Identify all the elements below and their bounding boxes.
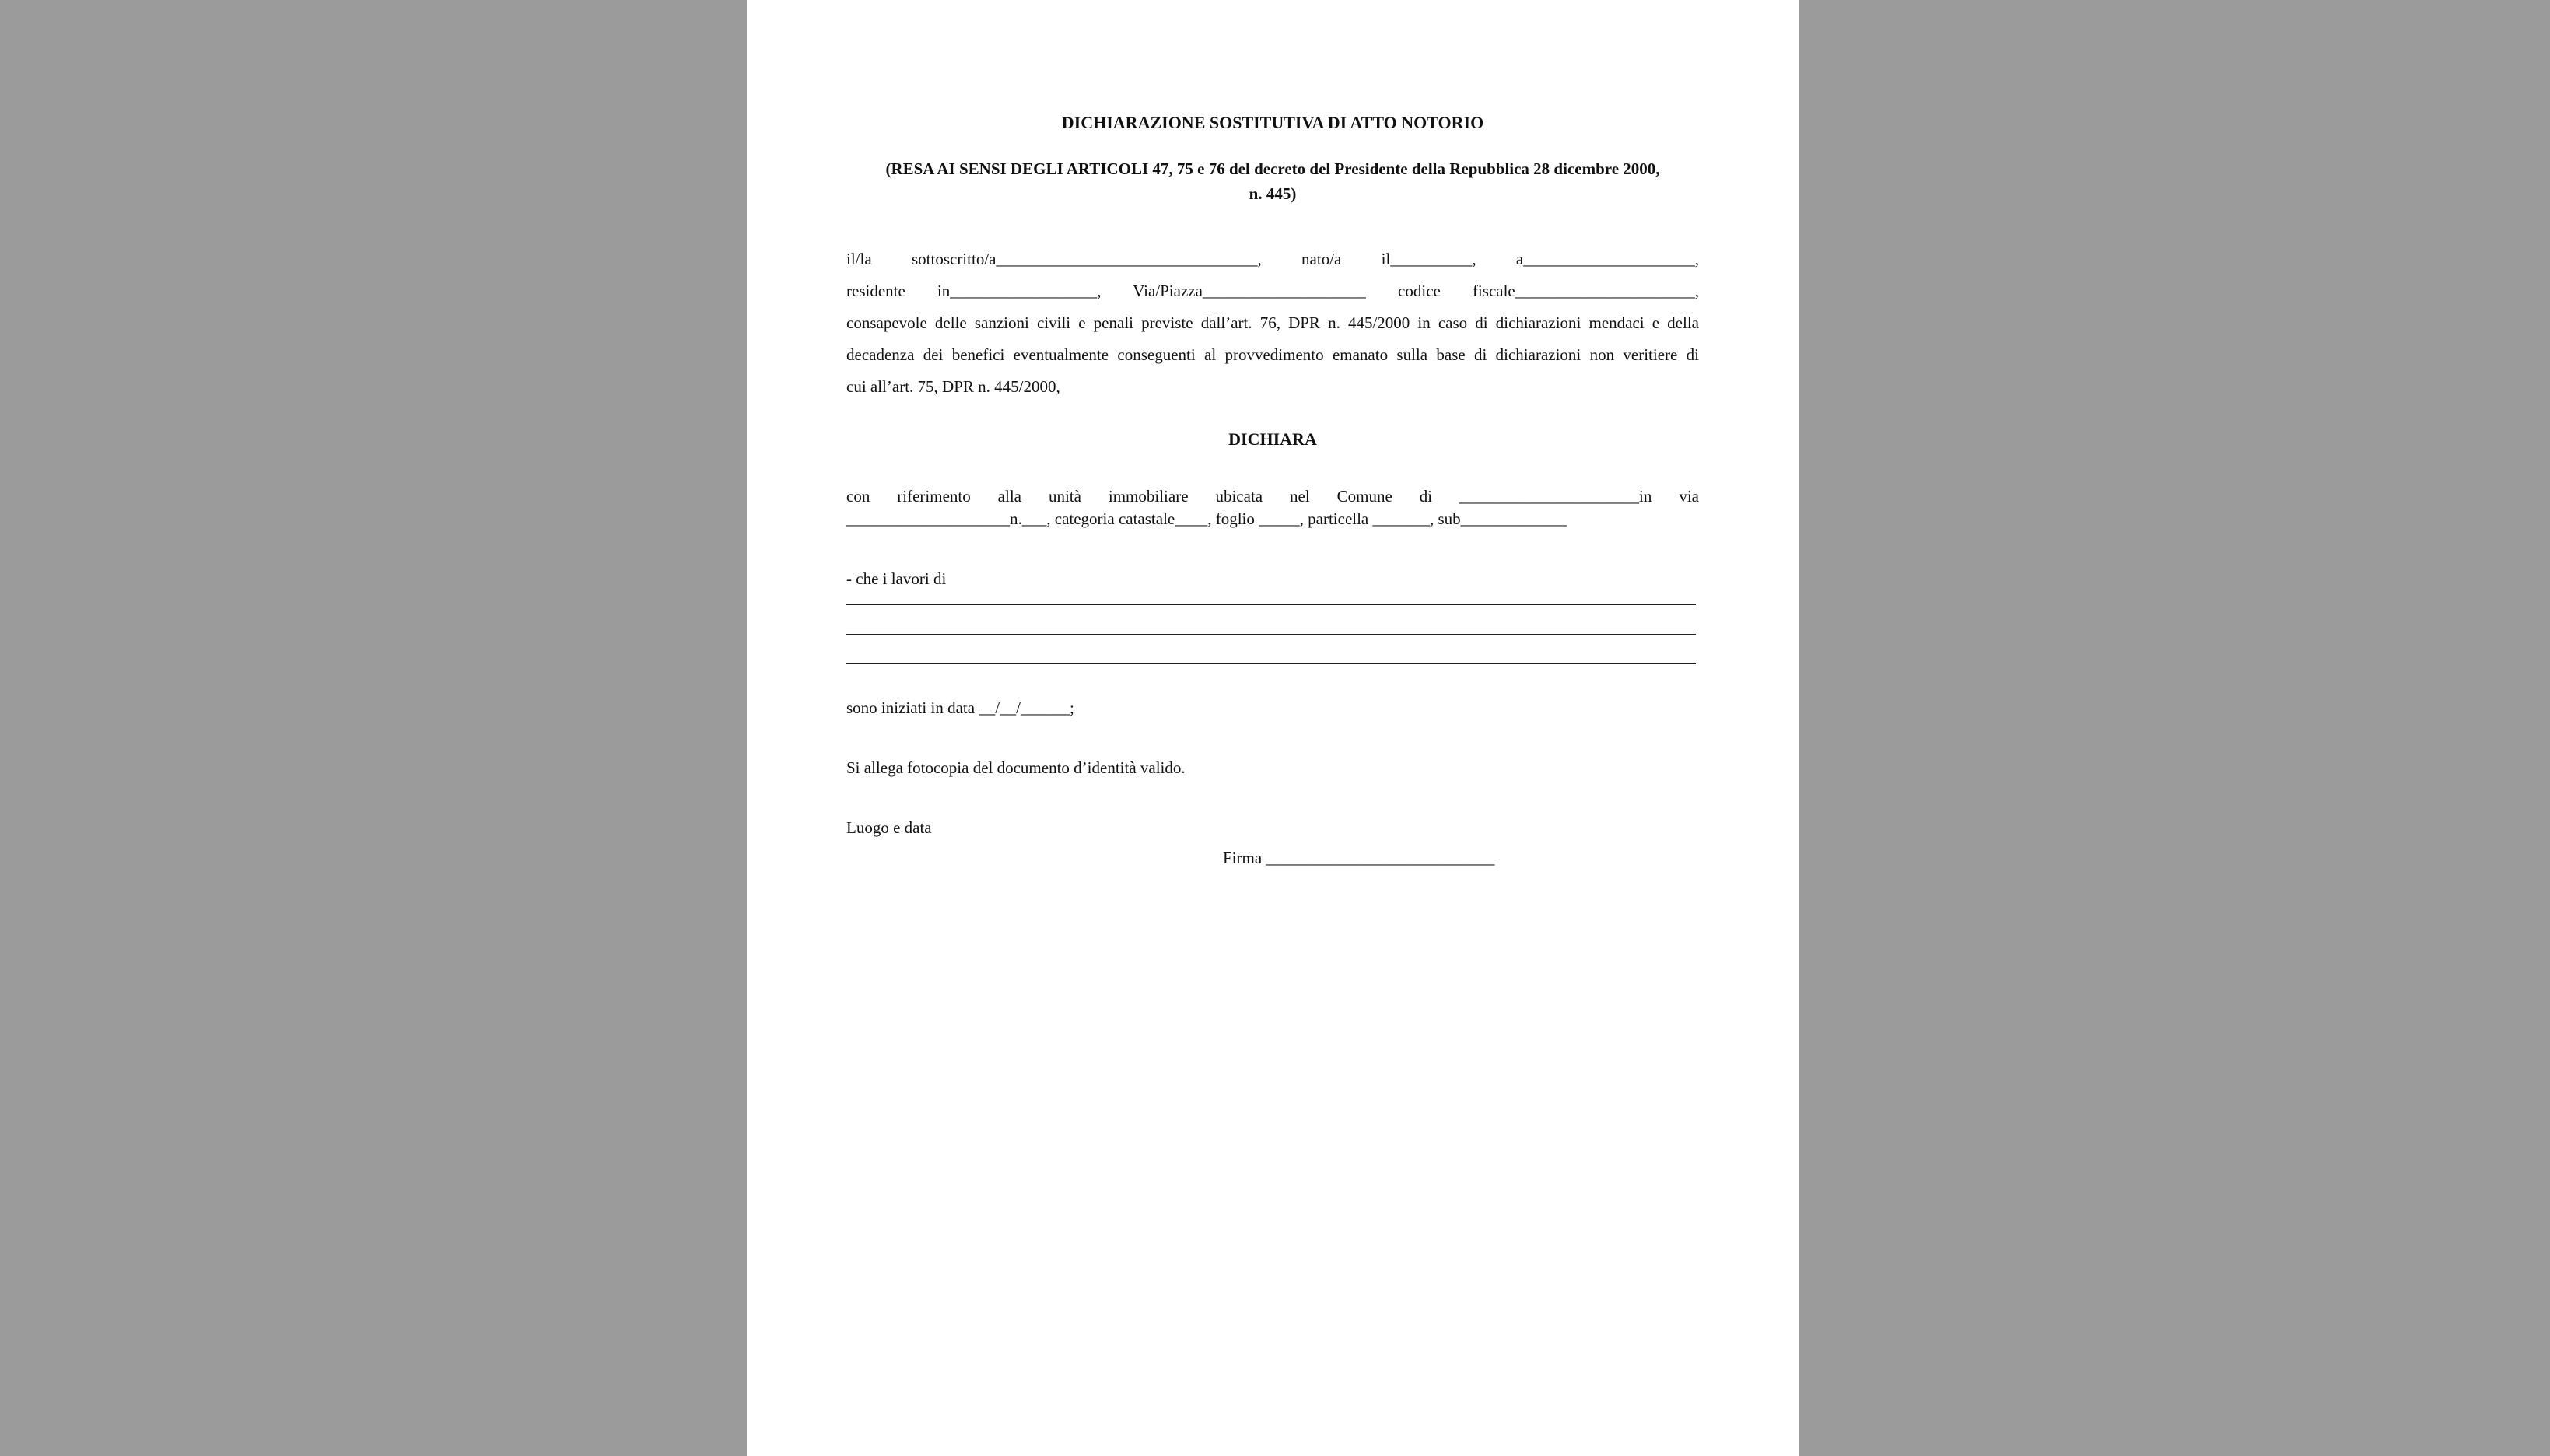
intro-paragraph xyxy=(846,243,1699,403)
document-subtitle xyxy=(846,156,1699,206)
attachment-note: Si allega fotocopia del documento d’identità valido. xyxy=(846,758,1186,778)
subtitle-line-1: (RESA AI SENSI DEGLI ARTICOLI 47, 75 e 76 del decreto del Presidente della Repubblica 28 dicembre 2000, xyxy=(885,159,1660,179)
property-line-2: ____________________n.___, categoria catastale____, foglio _____, particella _______, sub_____________ xyxy=(846,509,1567,529)
page-content xyxy=(846,113,1699,868)
start-date-line: sono iniziati in data __/__/______; xyxy=(846,698,1074,718)
works-blank-line-2 xyxy=(846,634,1696,635)
intro-line-4: decadenza dei benefici eventualmente conseguenti al provvedimento emanato sulla base di dichiarazioni non veritiere di xyxy=(846,345,1699,365)
property-paragraph xyxy=(846,485,1699,530)
works-label: - che i lavori di xyxy=(846,569,947,589)
subtitle-line-2: n. 445) xyxy=(1249,184,1297,204)
works-blank-line-1 xyxy=(846,604,1696,605)
works-blank-line-3 xyxy=(846,663,1696,664)
property-line-1: con riferimento alla unità immobiliare ubicata nel Comune di ______________________in via xyxy=(846,487,1699,506)
document-page xyxy=(747,0,1799,1456)
intro-line-2: residente in__________________, Via/Piazza____________________ codice fiscale______________________, xyxy=(846,282,1699,301)
signature-line: Firma ____________________________ xyxy=(1223,849,1495,868)
place-date-label: Luogo e data xyxy=(846,818,932,838)
document-title: DICHIARAZIONE SOSTITUTIVA DI ATTO NOTORIO xyxy=(1061,113,1484,132)
intro-line-5: cui all’art. 75, DPR n. 445/2000, xyxy=(846,377,1060,397)
intro-line-1: il/la sottoscritto/a________________________________, nato/a il__________, a_____________________, xyxy=(846,250,1699,269)
works-section xyxy=(846,568,1699,664)
intro-line-3: consapevole delle sanzioni civili e penali previste dall’art. 76, DPR n. 445/2000 in caso di dichiarazioni mendaci e della xyxy=(846,313,1699,333)
declaration-heading: DICHIARA xyxy=(1228,429,1317,450)
